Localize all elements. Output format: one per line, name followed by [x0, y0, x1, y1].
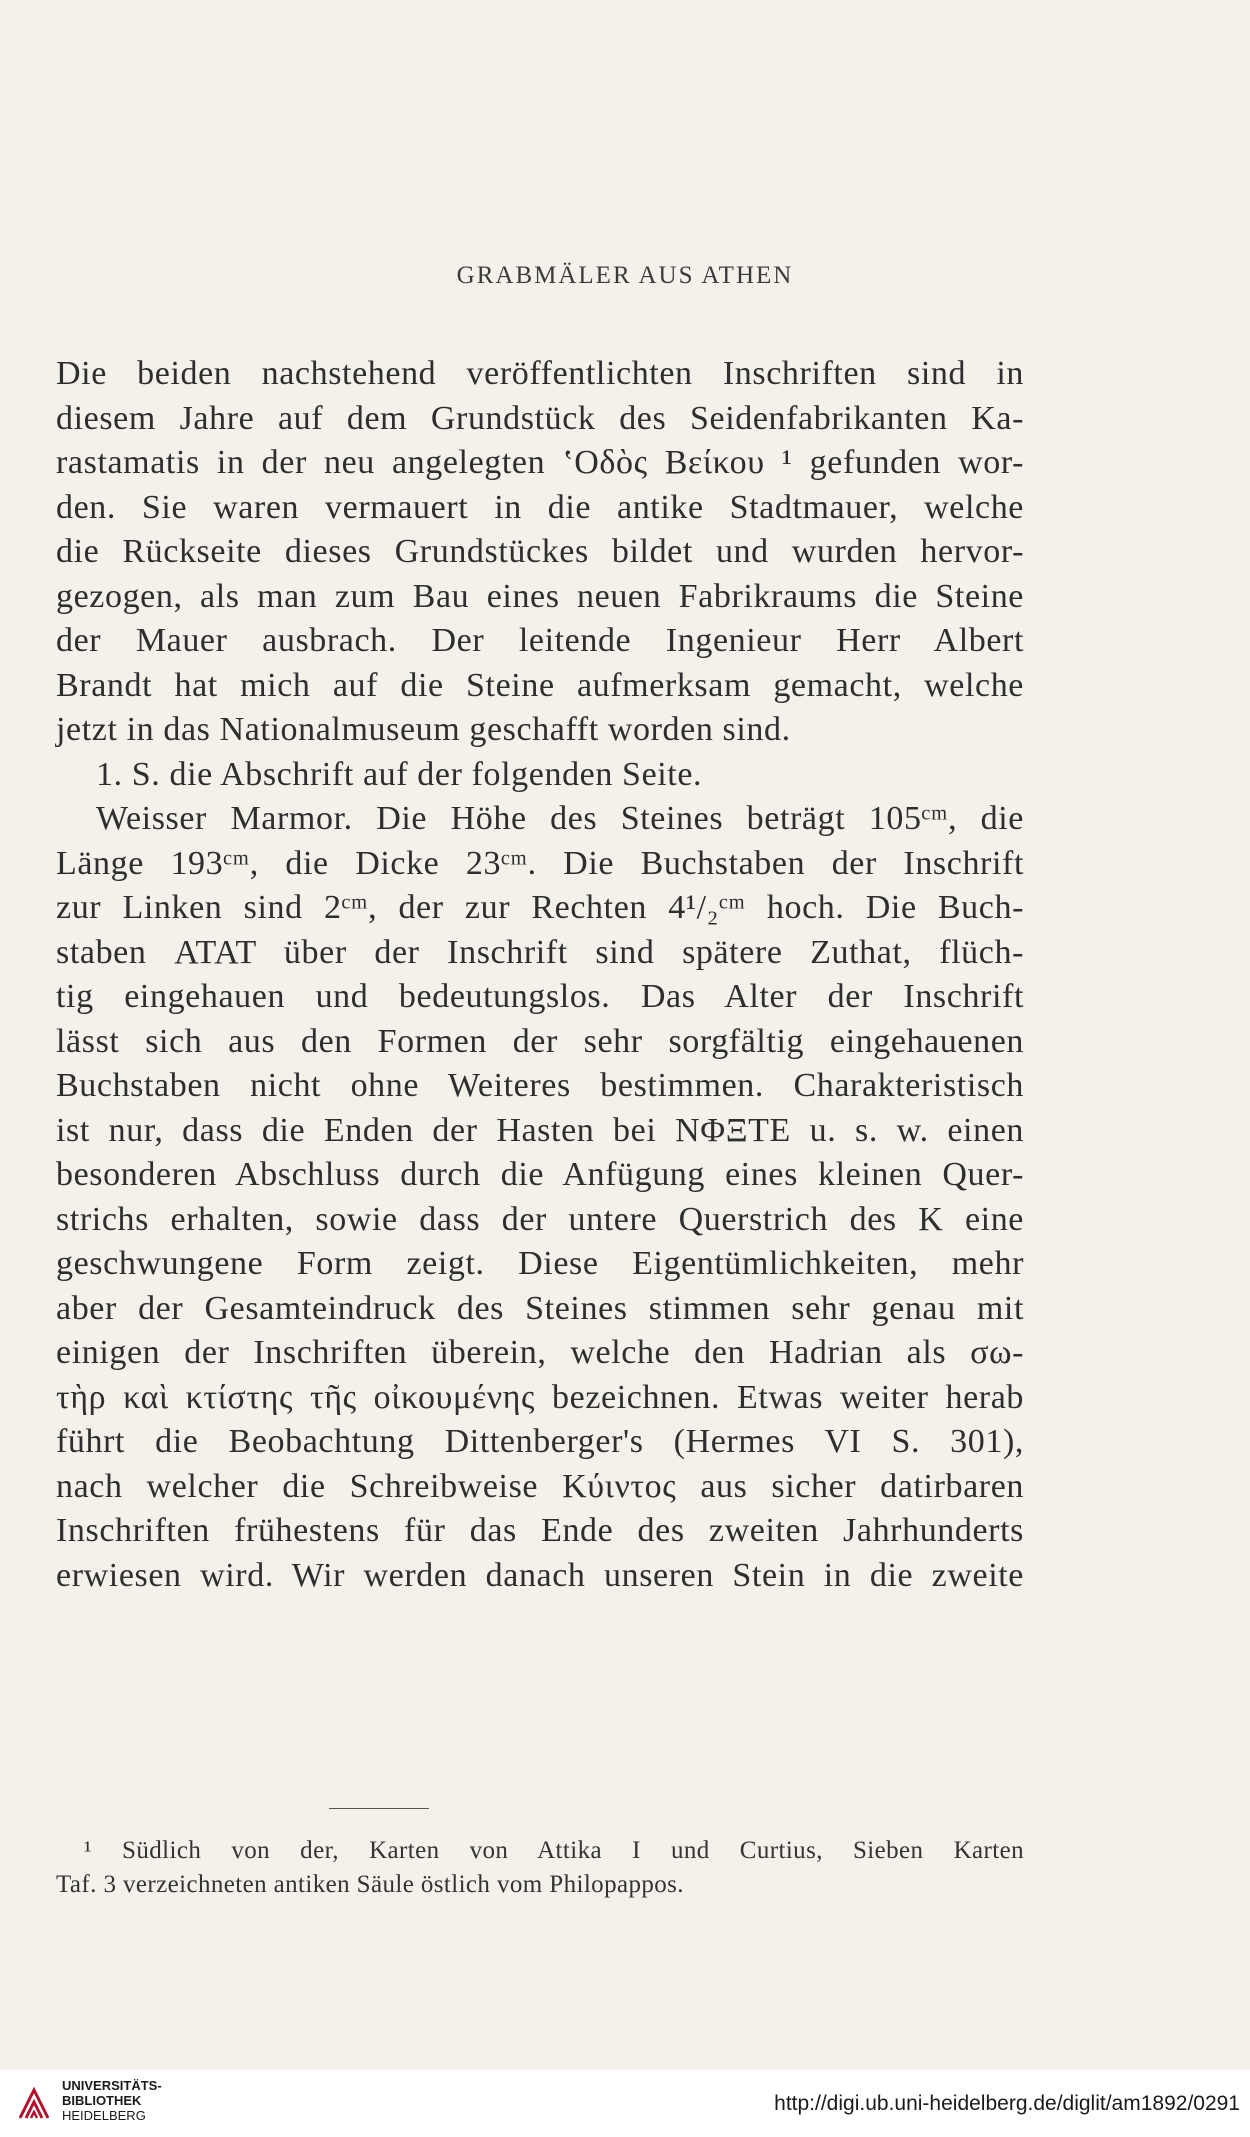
body-line: staben ΑΤΑΤ über der Inschrift sind spätere Zuthat, flüch-	[56, 933, 1024, 971]
body-line: nach welcher die Schreibweise Κύιντος aus sicher datirbaren	[56, 1467, 1024, 1505]
body-line: geschwungene Form zeigt. Diese Eigentümlichkeiten, mehr	[56, 1245, 1024, 1282]
body-line: die Rückseite dieses Grundstückes bildet und wurden hervor-	[56, 533, 1024, 570]
footnotes	[56, 1834, 1024, 1902]
body-line: Brandt hat mich auf die Steine aufmerksam gemacht, welche	[56, 666, 1024, 704]
permalink-url[interactable]: http://digi.ub.uni-heidelberg.de/diglit/am1892/0291	[774, 2092, 1240, 2115]
body-line: lässt sich aus den Formen der sehr sorgfältig eingehauenen	[56, 1022, 1024, 1060]
body-line: Länge 193ᶜᵐ, die Dicke 23ᶜᵐ. Die Buchstaben der Inschrift	[56, 844, 1024, 882]
footer-bar	[0, 2070, 1250, 2137]
body-line: Die beiden nachstehend veröffentlichten Inschriften sind in	[56, 355, 1024, 392]
library-name-line: UNIVERSITÄTS-	[62, 2078, 162, 2093]
body-line: führt die Beobachtung Dittenberger's (Hermes VI S. 301),	[56, 1423, 1024, 1460]
footnote-line: ¹ Südlich von der, Karten von Attika I und Curtius, Sieben Karten	[84, 1837, 1024, 1864]
body-line: rastamatis in der neu angelegten ʽΟδὸς Βείκου ¹ gefunden wor-	[56, 444, 1024, 481]
body-line: tig eingehauen und bedeutungslos. Das Alter der Inschrift	[56, 978, 1024, 1015]
body-line: besonderen Abschluss durch die Anfügung eines kleinen Quer-	[56, 1156, 1024, 1193]
body-line: jetzt in das Nationalmuseum geschafft worden sind.	[56, 711, 791, 748]
library-name-line: HEIDELBERG	[62, 2108, 146, 2123]
body-line: Inschriften frühestens für das Ende des zweiten Jahrhunderts	[56, 1512, 1024, 1549]
library-name-line: BIBLIOTHEK	[62, 2093, 142, 2108]
body-line: aber der Gesamteindruck des Steines stimmen sehr genau mit	[56, 1289, 1024, 1327]
body-line: 1. S. die Abschrift auf der folgenden Seite.	[96, 755, 703, 793]
body-line: der Mauer ausbrach. Der leitende Ingenieur Herr Albert	[56, 622, 1024, 659]
body-line: gezogen, als man zum Bau eines neuen Fabrikraums die Steine	[56, 577, 1024, 615]
body-line: den. Sie waren vermauert in die antike Stadtmauer, welche	[56, 488, 1024, 526]
footnote-line: Taf. 3 verzeichneten antiken Säule östlich vom Philopappos.	[56, 1871, 684, 1898]
body-line: diesem Jahre auf dem Grundstück des Seidenfabrikanten Ka-	[56, 399, 1024, 437]
body-line: zur Linken sind 2ᶜᵐ, der zur Rechten 4¹/₂ᶜᵐ hoch. Die Buch-	[56, 889, 1024, 926]
body-text	[56, 352, 1024, 1598]
body-line: τὴρ καὶ κτίστης τῆς οἰκουμένης bezeichnen. Etwas weiter herab	[56, 1378, 1024, 1416]
running-title: GRABMÄLER AUS ATHEN	[456, 262, 794, 289]
body-line: erwiesen wird. Wir werden danach unseren Stein in die zweite	[56, 1556, 1024, 1594]
body-line: ist nur, dass die Enden der Hasten bei ΝΦΞΤΕ u. s. w. einen	[56, 1111, 1024, 1149]
footnote-divider	[329, 1808, 429, 1809]
body-line: Weisser Marmor. Die Höhe des Steines beträgt 105ᶜᵐ, die	[96, 800, 1024, 837]
body-line: strichs erhalten, sowie dass der untere Querstrich des Κ eine	[56, 1200, 1024, 1238]
body-line: einigen der Inschriften überein, welche den Hadrian als σω-	[56, 1334, 1024, 1371]
university-library-logo-icon	[14, 2084, 54, 2124]
body-line: Buchstaben nicht ohne Weiteres bestimmen. Charakteristisch	[56, 1067, 1024, 1104]
library-name	[62, 2078, 162, 2123]
